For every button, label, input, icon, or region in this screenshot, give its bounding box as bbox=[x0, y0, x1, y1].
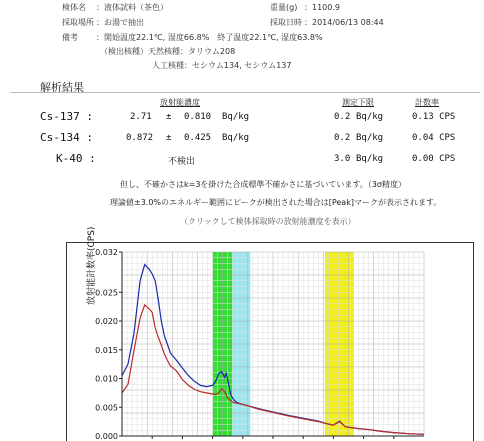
col-limit-header: 測定下限 bbox=[342, 98, 374, 107]
remark-line1: ：開始温度22.1℃, 湿度66.8% 終了温度22.1℃, 湿度63.8% bbox=[96, 33, 323, 42]
method-value: ：お湯で抽出 bbox=[96, 18, 144, 27]
weight-value: ：1100.9 bbox=[304, 3, 340, 12]
sample-name-label: 検体名 bbox=[62, 3, 86, 12]
y-tick-label: 0.010 bbox=[95, 374, 118, 384]
date-value: ：2014/06/13 08:44 bbox=[304, 18, 384, 27]
remark-line3: 人工核種：セシウム134, セシウム137 bbox=[152, 61, 292, 70]
y-tick-label: 0.015 bbox=[95, 345, 118, 355]
remark-line2: （検出核種）天然核種：タリウム208 bbox=[100, 47, 236, 56]
k40-rate: 0.00 CPS bbox=[412, 154, 456, 164]
uncertainty-note: 但し、不確かさはk=3を掛けた合成標準不確かさに基づいています。（3σ精度） bbox=[120, 180, 406, 189]
cs134-err: 0.425 bbox=[184, 133, 212, 143]
sample-name-value: ：液体試料（茶色） bbox=[96, 3, 168, 12]
nuclide-cs134: Cs-134 : bbox=[40, 131, 93, 144]
cs134-limit-unit: Bq/kg bbox=[356, 133, 384, 143]
cs137-unit: Bq/kg bbox=[222, 112, 250, 122]
cs137-rate: 0.13 CPS bbox=[412, 112, 456, 122]
cs134-pm: ± bbox=[166, 133, 172, 143]
cs134-limit: 0.2 bbox=[334, 133, 351, 143]
show-sampling-activity-link[interactable]: （クリックして検体採取時の放射能濃度を表示） bbox=[180, 217, 356, 226]
cs134-rate: 0.04 CPS bbox=[412, 133, 456, 143]
y-tick-label: 0.025 bbox=[95, 288, 118, 298]
cs134-value: 0.872 bbox=[126, 133, 154, 143]
date-label: 採取日時 bbox=[270, 18, 302, 27]
col-rate-header: 計数率 bbox=[415, 98, 439, 107]
k40-limit-unit: Bq/kg bbox=[356, 154, 384, 164]
section-title: 解析結果 bbox=[40, 81, 84, 94]
cs137-pm: ± bbox=[166, 112, 172, 122]
y-axis-label: 放射能計数率(CPS) bbox=[87, 226, 97, 305]
cs137-limit-unit: Bq/kg bbox=[356, 112, 384, 122]
cs134-unit: Bq/kg bbox=[222, 133, 250, 143]
weight-label: 重量(g) bbox=[270, 3, 298, 12]
method-label: 採取場所 bbox=[62, 18, 94, 27]
k40-value: 不検出 bbox=[168, 157, 196, 167]
y-tick-label: 0.032 bbox=[95, 248, 118, 257]
nuclide-cs137: Cs-137 : bbox=[40, 110, 93, 123]
cs137-value: 2.71 bbox=[130, 112, 152, 122]
remark-label: 備考 bbox=[62, 33, 78, 42]
k40-limit: 3.0 bbox=[334, 154, 351, 164]
y-tick-label: 0.000 bbox=[95, 432, 118, 440]
col-activity-header: 放射能濃度 bbox=[160, 98, 200, 107]
nuclide-k40: K-40 : bbox=[56, 152, 96, 165]
cs137-err: 0.810 bbox=[184, 112, 212, 122]
cs137-limit: 0.2 bbox=[334, 112, 351, 122]
y-tick-label: 0.005 bbox=[95, 403, 118, 413]
y-tick-label: 0.020 bbox=[95, 317, 118, 326]
peak-note: 理論値±3.0%のエネルギー範囲にピークが検出された場合は[Peak]マークが表示されます。 bbox=[110, 198, 442, 207]
